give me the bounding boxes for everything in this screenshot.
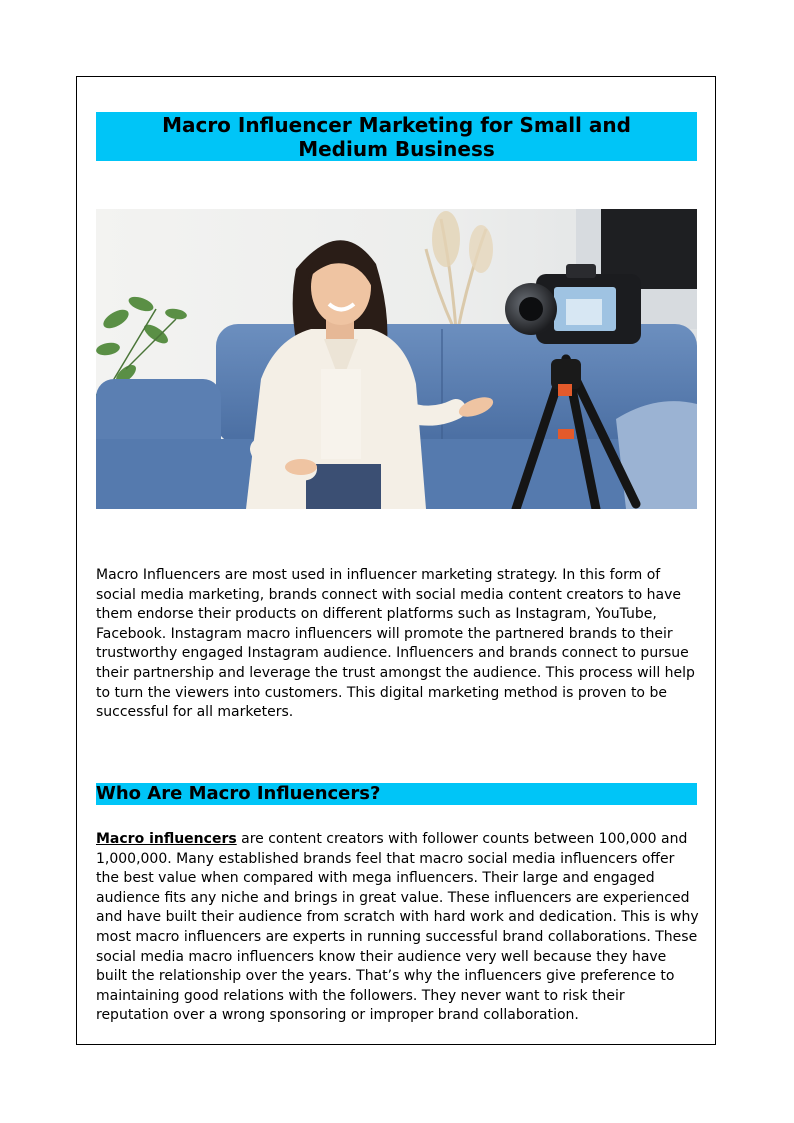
section-heading: Who Are Macro Influencers?: [96, 783, 381, 804]
section-paragraph: [96, 830, 700, 1026]
intro-paragraph: Macro Influencers are most used in influencer marketing strategy. In this form of social media marketing, brands connect with social media content creators to have them endorse their products on different platforms such as Instagram, YouTube, Facebook. Instagram macro influencers will promote the partnered brands to their trustworthy engaged Instagram audience. Influencers and brands connect to pursue their partnership and leverage the trust amongst the audience. This process will help to turn the viewers into customers. This digital marketing method is proven to be successful for all marketers.: [96, 567, 695, 721]
page-title: Macro Influencer Marketing for Small and Medium Business: [162, 112, 631, 161]
section-paragraph-text: are content creators with follower counts between 100,000 and 1,000,000. Many established brands feel that macro social media influencers offer the best value when compared with mega influencers. Their large and engaged audience fits any niche and brings in great value. These influencers are experienced and have built their audience from scratch with hard work and dedication. This is why most macro influencers are experts in running successful brand collaborations. These social media macro influencers know their audience very well because they have built the relationship over the years. That’s why the influencers give preference to maintaining good relations with the followers. They never want to risk their reputation over a wrong sponsoring or improper brand collaboration.: [96, 831, 699, 1024]
title-banner: [96, 112, 697, 161]
macro-influencers-link[interactable]: Macro influencers: [96, 831, 237, 847]
section-banner: [96, 783, 697, 805]
hero-image: [96, 209, 697, 509]
